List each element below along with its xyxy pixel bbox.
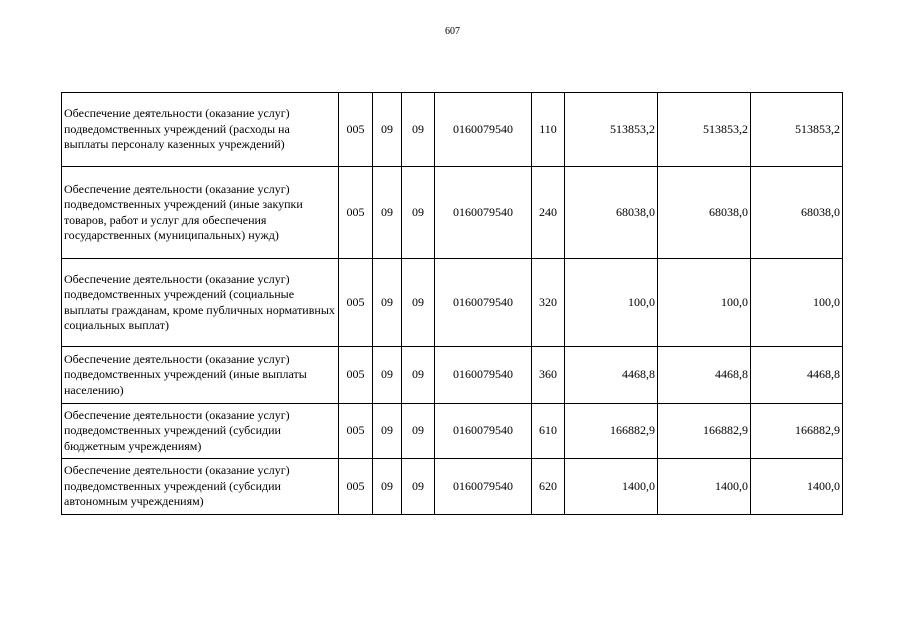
budget-table xyxy=(61,92,843,515)
ministry-code: 005 xyxy=(339,259,373,347)
amount-1: 1400,0 xyxy=(565,459,658,515)
target-item-code: 0160079540 xyxy=(435,93,532,167)
section-code: 09 xyxy=(373,259,402,347)
ministry-code: 005 xyxy=(339,93,373,167)
target-item-code: 0160079540 xyxy=(435,404,532,459)
expense-type-code: 110 xyxy=(532,93,565,167)
amount-2: 513853,2 xyxy=(658,93,751,167)
target-item-code: 0160079540 xyxy=(435,459,532,515)
section-code: 09 xyxy=(373,459,402,515)
section-code: 09 xyxy=(373,347,402,404)
amount-1: 513853,2 xyxy=(565,93,658,167)
row-description: Обеспечение деятельности (оказание услуг) подведомственных учреждений (иные закупки товаров, работ и услуг для обеспечения государственных (муниципальных) нужд) xyxy=(62,167,339,259)
table-row xyxy=(62,404,843,459)
subsection-code: 09 xyxy=(402,167,435,259)
expense-type-code: 620 xyxy=(532,459,565,515)
section-code: 09 xyxy=(373,167,402,259)
target-item-code: 0160079540 xyxy=(435,259,532,347)
expense-type-code: 320 xyxy=(532,259,565,347)
amount-3: 100,0 xyxy=(751,259,843,347)
amount-2: 68038,0 xyxy=(658,167,751,259)
table-row xyxy=(62,93,843,167)
amount-2: 100,0 xyxy=(658,259,751,347)
ministry-code: 005 xyxy=(339,459,373,515)
ministry-code: 005 xyxy=(339,167,373,259)
target-item-code: 0160079540 xyxy=(435,167,532,259)
table-row xyxy=(62,259,843,347)
amount-2: 4468,8 xyxy=(658,347,751,404)
expense-type-code: 610 xyxy=(532,404,565,459)
row-description: Обеспечение деятельности (оказание услуг) подведомственных учреждений (расходы на выплаты персоналу казенных учреждений) xyxy=(62,93,339,167)
ministry-code: 005 xyxy=(339,347,373,404)
section-code: 09 xyxy=(373,404,402,459)
amount-1: 166882,9 xyxy=(565,404,658,459)
expense-type-code: 240 xyxy=(532,167,565,259)
subsection-code: 09 xyxy=(402,347,435,404)
amount-1: 68038,0 xyxy=(565,167,658,259)
amount-3: 513853,2 xyxy=(751,93,843,167)
subsection-code: 09 xyxy=(402,459,435,515)
page-number: 607 xyxy=(445,26,460,37)
amount-2: 1400,0 xyxy=(658,459,751,515)
row-description: Обеспечение деятельности (оказание услуг) подведомственных учреждений (субсидии бюджетным учреждениям) xyxy=(62,404,339,459)
amount-3: 166882,9 xyxy=(751,404,843,459)
subsection-code: 09 xyxy=(402,93,435,167)
row-description: Обеспечение деятельности (оказание услуг) подведомственных учреждений (социальные выплаты гражданам, кроме публичных нормативных социальных выплат) xyxy=(62,259,339,347)
ministry-code: 005 xyxy=(339,404,373,459)
amount-3: 1400,0 xyxy=(751,459,843,515)
expense-type-code: 360 xyxy=(532,347,565,404)
row-description: Обеспечение деятельности (оказание услуг) подведомственных учреждений (иные выплаты населению) xyxy=(62,347,339,404)
table-row xyxy=(62,347,843,404)
row-description: Обеспечение деятельности (оказание услуг) подведомственных учреждений (субсидии автономным учреждениям) xyxy=(62,459,339,515)
table-row xyxy=(62,459,843,515)
subsection-code: 09 xyxy=(402,404,435,459)
table-row xyxy=(62,167,843,259)
subsection-code: 09 xyxy=(402,259,435,347)
target-item-code: 0160079540 xyxy=(435,347,532,404)
amount-3: 68038,0 xyxy=(751,167,843,259)
amount-1: 100,0 xyxy=(565,259,658,347)
amount-2: 166882,9 xyxy=(658,404,751,459)
amount-1: 4468,8 xyxy=(565,347,658,404)
amount-3: 4468,8 xyxy=(751,347,843,404)
section-code: 09 xyxy=(373,93,402,167)
